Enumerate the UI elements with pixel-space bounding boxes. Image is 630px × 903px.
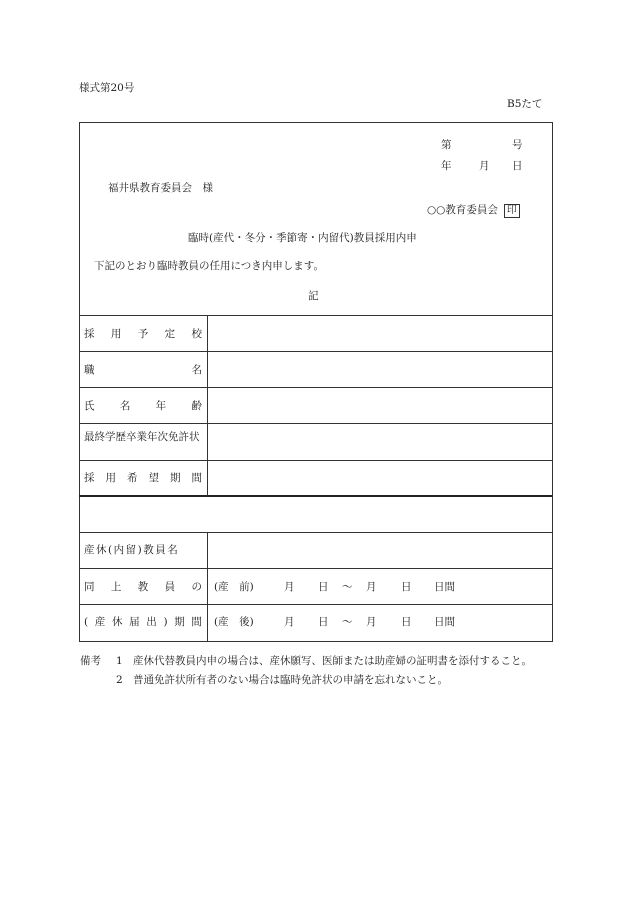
table-rule	[79, 387, 552, 388]
row-label-school: 採 用 予 定 校	[84, 328, 202, 340]
table-rule-thick	[79, 495, 552, 497]
sender	[427, 204, 520, 218]
table-rule	[79, 351, 552, 352]
table-column-divider	[207, 532, 208, 641]
form-frame	[79, 122, 553, 642]
ki-mark: 記	[308, 290, 319, 302]
form-number: 様式第20号	[79, 82, 135, 94]
date-year-label: 年	[441, 160, 452, 172]
table-column-divider	[207, 315, 208, 496]
remark-item: 備考 1 産休代替教員内申の場合は、産休願写、医師または助産婦の証明書を添付すること。	[80, 653, 555, 670]
remarks-heading: 備考	[80, 655, 101, 667]
row-label-period: 採 用 希 望 期 間	[84, 472, 202, 484]
table-rule	[79, 604, 552, 605]
table-rule	[79, 532, 552, 533]
remark-item: 2 普通免許状所有者のない場合は臨時免許状の申請を忘れないこと。	[116, 674, 448, 686]
row-label-education: 最終学歴卒業年次免許状	[84, 431, 200, 443]
document-title: 臨時(産代・冬分・季節寄・内留代)教員採用内申	[188, 232, 417, 244]
table-rule	[79, 460, 552, 461]
seal-mark: 印	[504, 204, 520, 218]
date-month-label: 月	[479, 160, 490, 172]
sender-name: ○○教育委員会	[427, 204, 498, 216]
row-label-leave-period: ( 産 休 届 出 ) 期 間	[84, 616, 202, 628]
row-label-leave-teacher: 産休(内留)教員名	[84, 544, 180, 556]
recipient: 福井県教育委員会 様	[108, 182, 213, 194]
document-number-suffix: 号	[512, 139, 523, 151]
table-rule	[79, 568, 552, 569]
paper-size-note: B5たて	[507, 98, 543, 110]
remarks	[80, 653, 555, 689]
row-label-same-teacher: 同 上 教 員 の	[84, 581, 202, 593]
row-label-name-age: 氏 名 年 齢	[84, 400, 202, 412]
table-rule	[79, 315, 552, 316]
date-day-label: 日	[512, 160, 523, 172]
table-rule	[79, 423, 552, 424]
row-label-position: 職 名	[84, 364, 202, 376]
document-body: 下記のとおり臨時教員の任用につき内申します。	[94, 260, 324, 272]
document-number-label: 第	[441, 139, 452, 151]
